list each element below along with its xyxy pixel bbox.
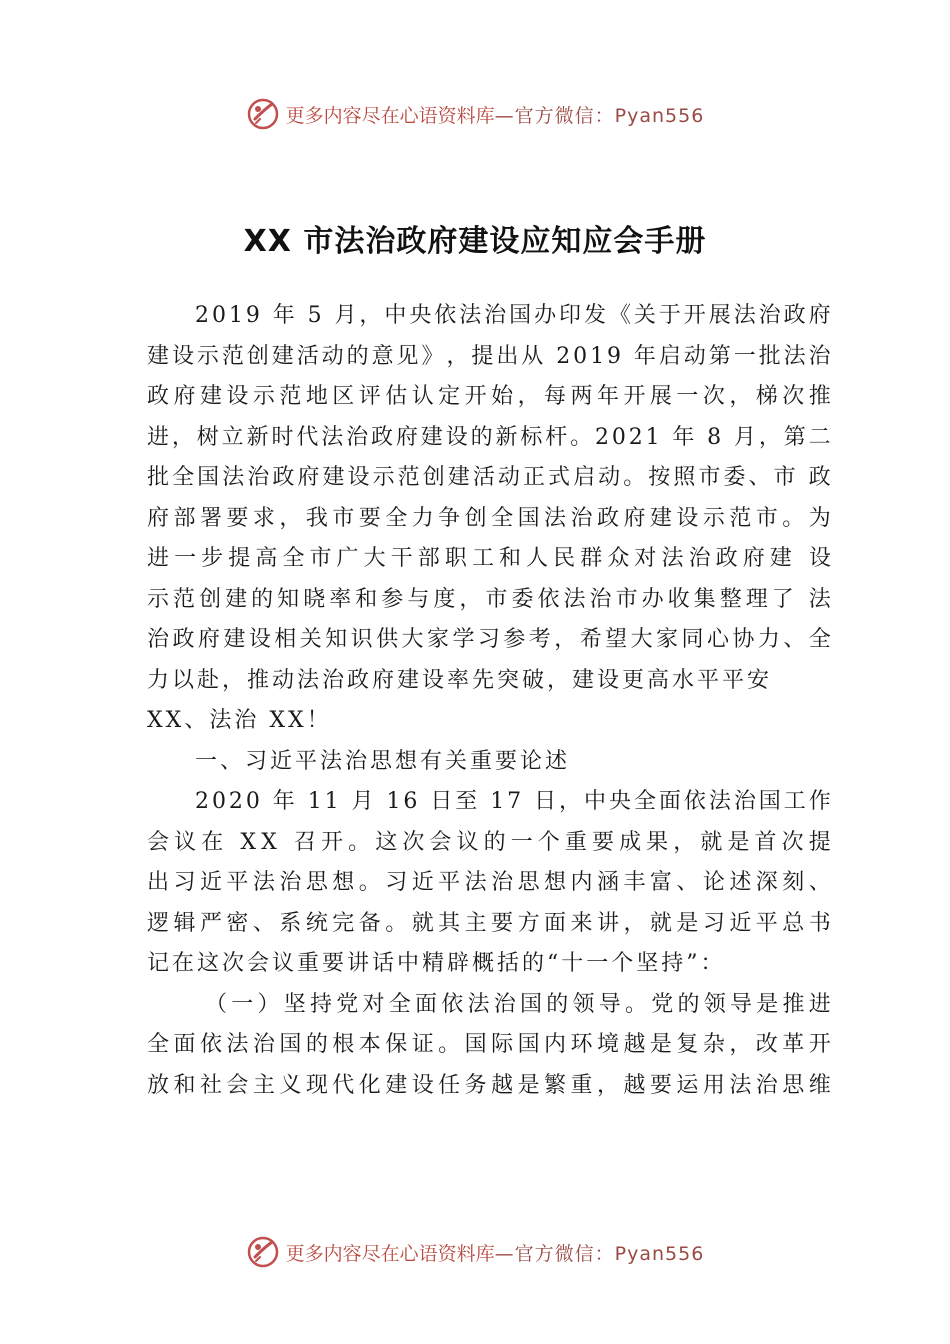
text-line: 会 议 在 X X 召 开 。 这 次 会 议 的 一 个 重 要 成 果 ， 就 是 首 次 提 xyxy=(147,829,831,855)
text-line: 2 0 1 9 年 5 月 ， 中 央 依 法 治 国 办 印 发 《 关 于 开 展 法 治 政 府 xyxy=(195,303,831,328)
text-line: 示 范 创 建 的 知 晓 率 和 参 与 度 ， 市 委 依 法 治 市 办 收 集 整 理 了 法 xyxy=(147,586,831,612)
footer-watermark xyxy=(0,1232,950,1272)
text-line: 逻 辑 严 密 、 系 统 完 备 。 就 其 主 要 方 面 来 讲 ， 就 是 习 近 平 总 书 xyxy=(147,910,831,936)
text-line: 建 设 示 范 创 建 活 动 的 意 见 》 ， 提 出 从 2 0 1 9 年 启 动 第 一 批 法 治 xyxy=(147,343,831,369)
document-title: XX 市法治政府建设应知应会手册 xyxy=(243,224,707,259)
text-line: 进 ， 树 立 新 时 代 法 治 政 府 建 设 的 新 标 杆 。 2 0 2 1 年 8 月 ， 第 二 xyxy=(147,424,831,450)
text-line: 进 一 步 提 高 全 市 广 大 干 部 职 工 和 人 民 群 众 对 法 治 政 府 建 设 xyxy=(147,546,831,571)
text-line: 2 0 2 0 年 1 1 月 1 6 日 至 1 7 日 ， 中 央 全 面 依 法 治 国 工 作 xyxy=(195,789,831,814)
document-body xyxy=(147,296,831,1106)
paragraph-party-leadership xyxy=(147,985,831,1107)
text-line: 放 和 社 会 主 义 现 代 化 建 设 任 务 越 是 繁 重 ， 越 要 运 用 法 治 思 维 xyxy=(147,1072,831,1098)
watermark-text-b: —官方微信：Pyan556 xyxy=(494,104,705,127)
watermark-text-a: 更多内容尽在心语资料库 xyxy=(285,1242,495,1265)
pen-logo-icon xyxy=(246,97,280,131)
text-line: 力以赴，推动法治政府建设率先突破，建设更高水平平安 xyxy=(147,667,773,693)
text-line: XX、法治 XX！ xyxy=(147,708,332,733)
watermark-text-b: —官方微信：Pyan556 xyxy=(494,1242,705,1265)
text-line: 全 面 依 法 治 国 的 根 本 保 证 。 国 际 国 内 环 境 越 是 复 杂 ， 改 革 开 xyxy=(147,1032,831,1057)
text-line: 治 政 府 建 设 相 关 知 识 供 大 家 学 习 参 考 ， 希 望 大 家 同 心 协 力 、 全 xyxy=(147,627,831,652)
text-line: 记在这次会议重要讲话中精辟概括的“十一个坚持”： xyxy=(147,951,726,976)
paragraph-intro xyxy=(147,296,831,742)
text-line: 政 府 建 设 示 范 地 区 评 估 认 定 开 始 ， 每 两 年 开 展 一 次 ， 梯 次 推 xyxy=(147,384,831,409)
watermark-text-a: 更多内容尽在心语资料库 xyxy=(285,104,495,127)
paragraph-meeting xyxy=(147,782,831,985)
header-watermark xyxy=(0,94,950,134)
section-heading: 一、习近平法治思想有关重要论述 xyxy=(195,748,571,774)
text-line: 批 全 国 法 治 政 府 建 设 示 范 创 建 活 动 正 式 启 动 。 按 照 市 委 、 市 政 xyxy=(147,465,831,490)
text-line: 出 习 近 平 法 治 思 想 。 习 近 平 法 治 思 想 内 涵 丰 富 、 论 述 深 刻 、 xyxy=(147,870,831,895)
pen-logo-icon xyxy=(246,1235,280,1269)
text-line: 府 部 署 要 求 ， 我 市 要 全 力 争 创 全 国 法 治 政 府 建 设 示 范 市 。 为 xyxy=(147,505,831,531)
text-line: （ 一 ） 坚 持 党 对 全 面 依 法 治 国 的 领 导 。 党 的 领 导 是 推 进 xyxy=(205,991,831,1017)
